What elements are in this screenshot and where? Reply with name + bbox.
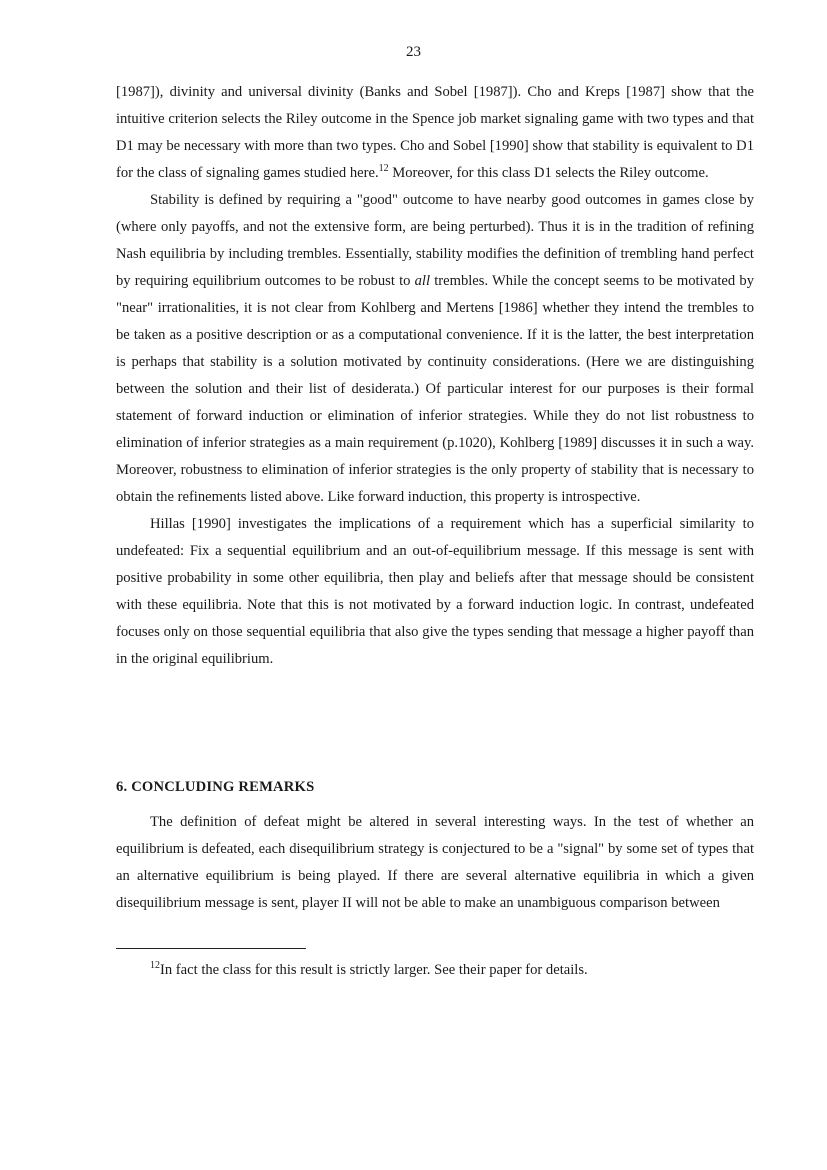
body-text [116, 79, 754, 673]
section-heading: 6. CONCLUDING REMARKS [116, 779, 315, 795]
paragraph-1 [116, 79, 754, 187]
paragraph-2-continued: trembles. While the concept seems to be motivated by "near" irrationalities, it is not clear from Kohlberg and Mertens [1986] whether they intend the trembles to be taken as a positive description or as a computational convenience. If it is the latter, the best interpretation is perhaps that stability is a solution motivated by continuity considerations. (Here we are distinguishing between the solution and their list of desiderata.) Of particular interest for our purposes is their formal statement of forward induction or elimination of inferior strategies. While they do not list robustness to elimination of inferior strategies as a main requirement (p.1020), Kohlberg [1989] discusses it in such a way. Moreover, robustness to elimination of inferior strategies is the only property of stability that is necessary to obtain the refinements listed above. Like forward induction, this property is introspective. [116, 273, 754, 505]
section-body [116, 809, 754, 917]
footnote-reference-12: 12 [378, 163, 389, 175]
paragraph-2-emphasis: all [414, 273, 431, 289]
paragraph-1-continued: Moreover, for this class D1 selects the Riley outcome. [388, 165, 709, 181]
footnote-divider [116, 948, 306, 949]
footnote-mark: 12 [150, 960, 160, 972]
paragraph-2-text: Stability is defined by requiring a "good" outcome to have nearby good outcomes in games close by (where only payoffs, and not the extensive form, are being perturbed). Thus it is in the tradition of refining Nash equilibria by including trembles. Essentially, stability modifies the definition of trembling hand perfect by requiring equilibrium outcomes to be robust to [116, 192, 754, 289]
paragraph-1-text: [1987]), divinity and universal divinity (Banks and Sobel [1987]). Cho and Kreps [1987] show that the intuitive criterion selects the Riley outcome in the Spence job market signaling game with two types and that D1 may be necessary with more than two types. Cho and Sobel [1990] show that stability is equivalent to D1 for the class of signaling games studied here. [116, 84, 754, 181]
paragraph-4: The definition of defeat might be altered in several interesting ways. In the test of whether an equilibrium is defeated, each disequilibrium strategy is conjectured to be a "signal" by some set of types that an alternative equilibrium is being played. If there are several alternative equilibria in which a given disequilibrium message is sent, player II will not be able to make an unambiguous comparison between [116, 814, 754, 911]
footnote [150, 962, 588, 979]
page-number: 23 [406, 44, 421, 60]
paragraph-3: Hillas [1990] investigates the implications of a requirement which has a superficial similarity to undefeated: Fix a sequential equilibrium and an out-of-equilibrium message. If this message is sent with positive probability in some other equilibria, then play and beliefs after that message should be consistent with these equilibria. Note that this is not motivated by a forward induction logic. In contrast, undefeated focuses only on those sequential equilibria that also give the types sending that message a higher payoff than in the original equilibrium. [116, 516, 754, 667]
paragraph-2 [116, 187, 754, 511]
footnote-text: In fact the class for this result is strictly larger. See their paper for details. [160, 962, 588, 978]
